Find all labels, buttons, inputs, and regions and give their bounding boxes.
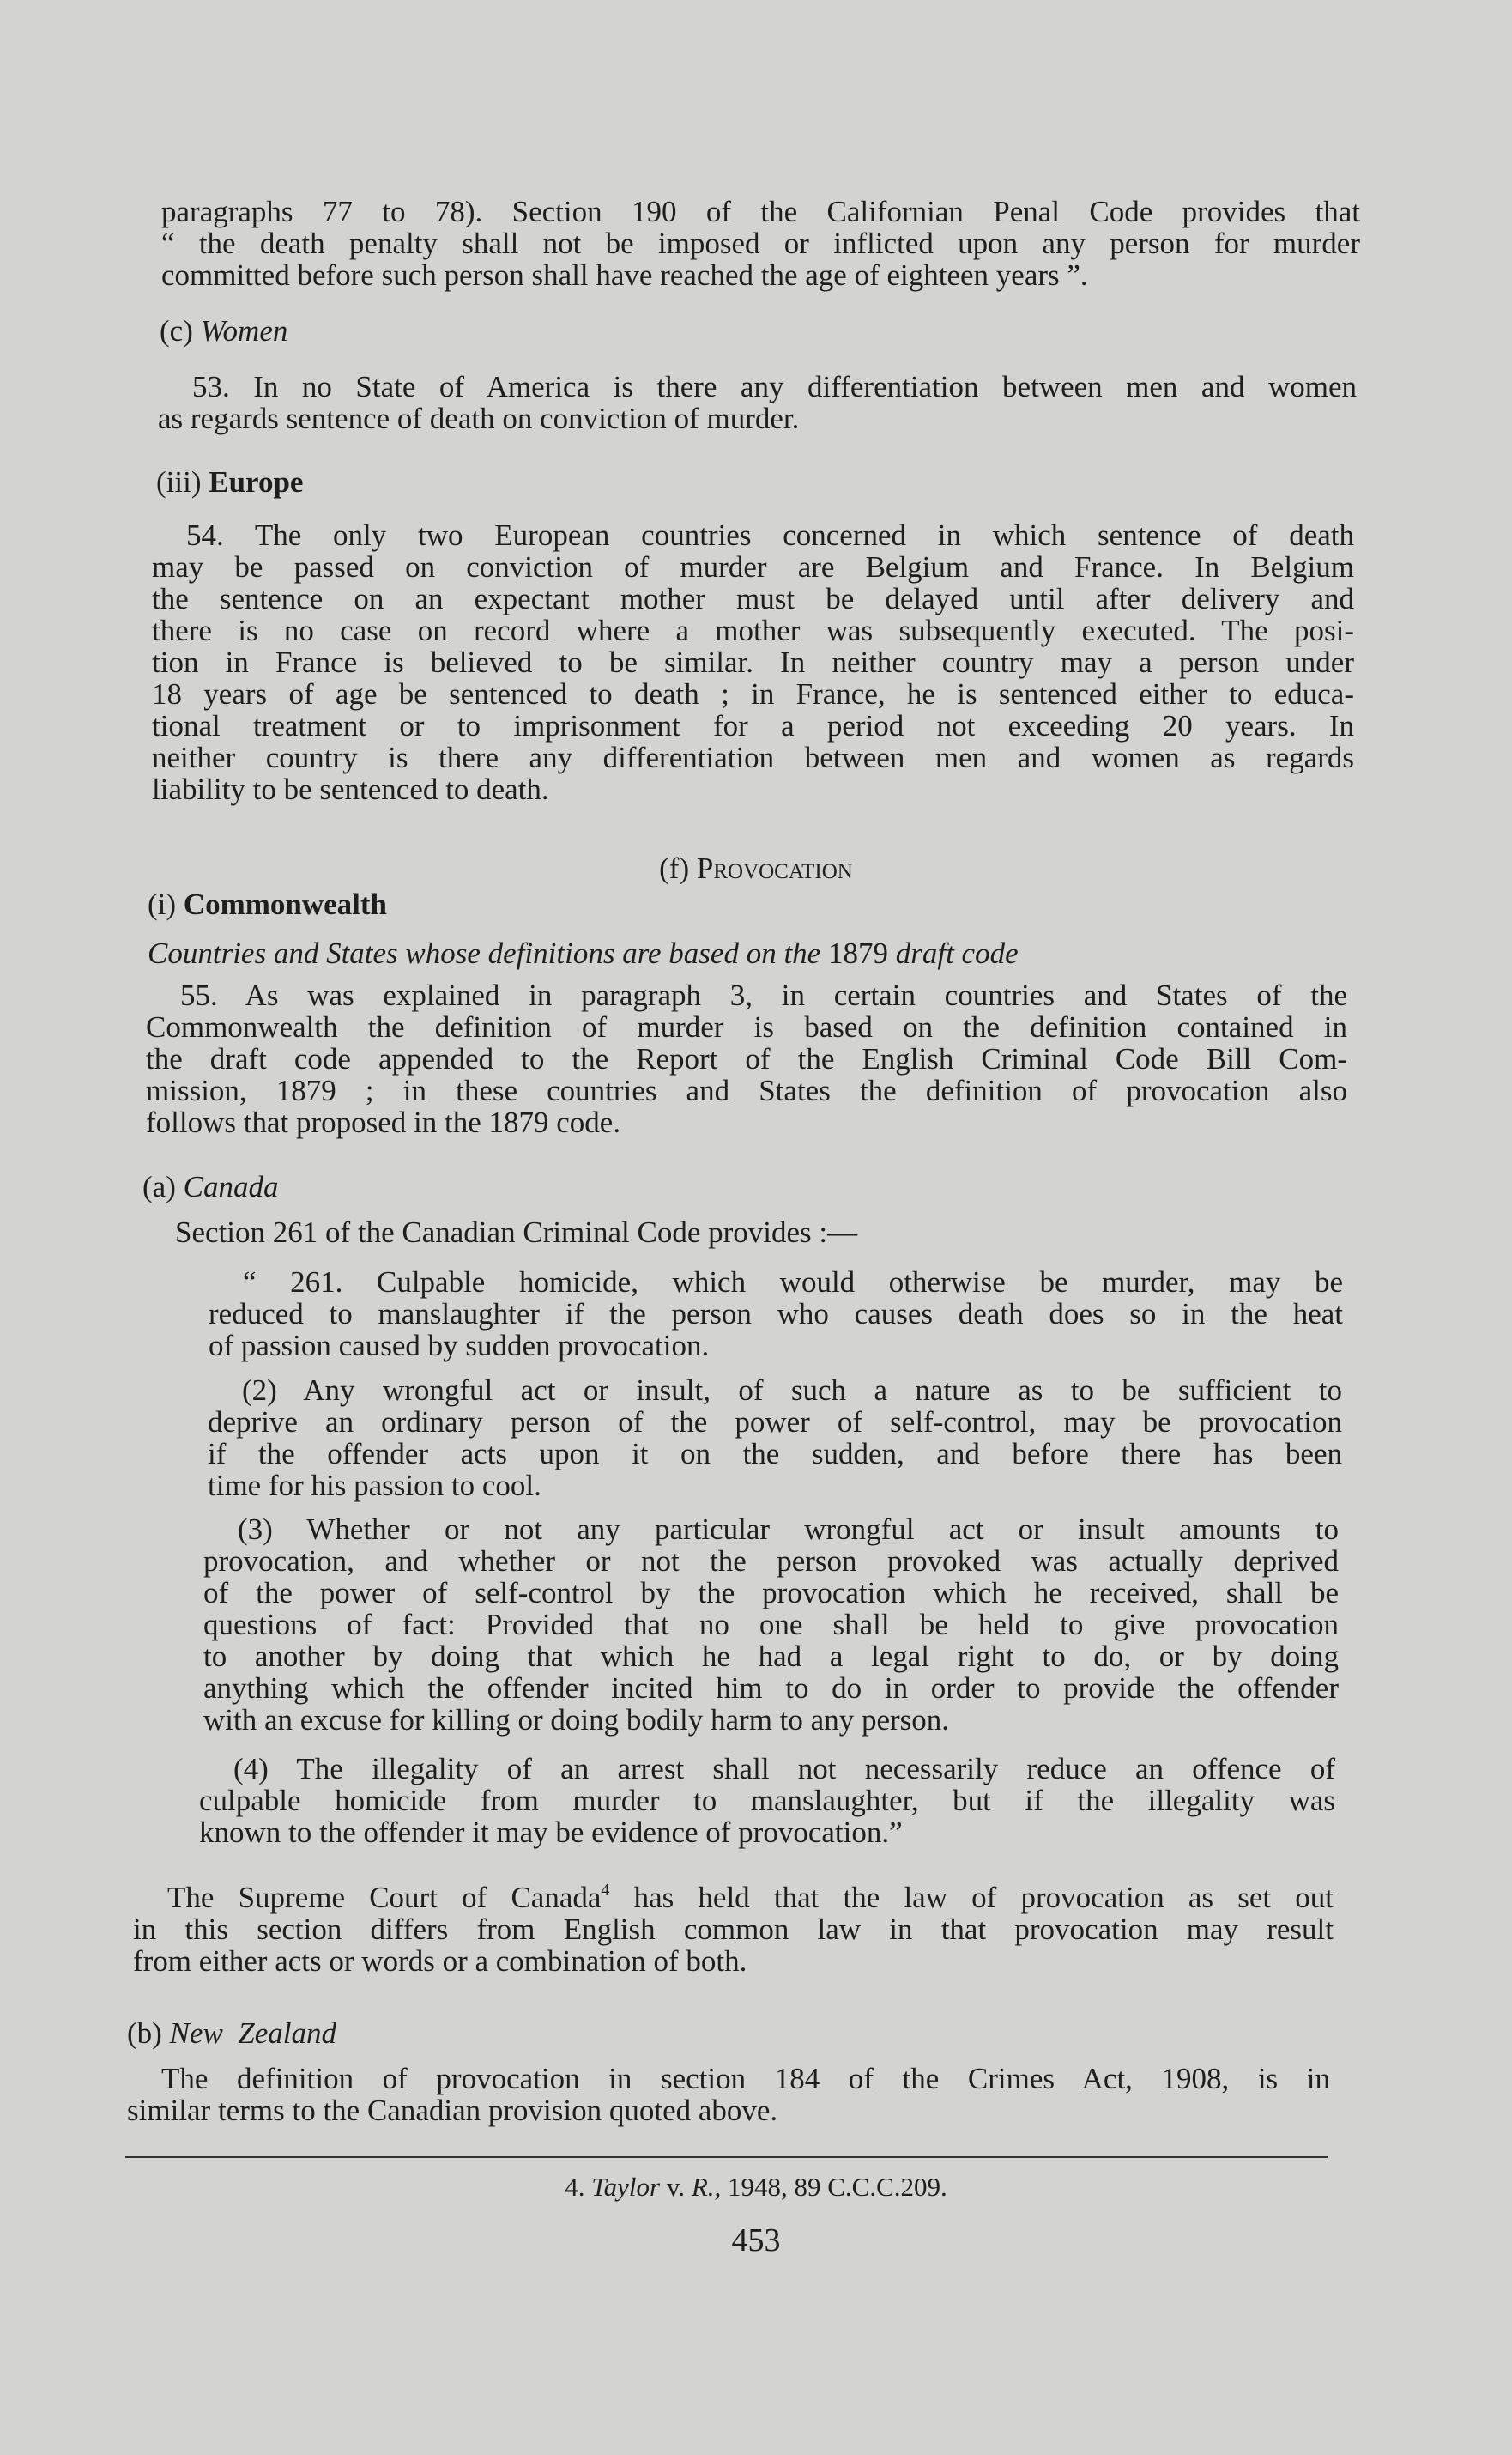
text-line: (3) Whether or not any particular wrongful act or insult amounts to <box>238 1512 1339 1546</box>
text-line: as regards sentence of death on conviction of murder. <box>158 402 800 435</box>
quote-paragraph-3 <box>203 1513 1339 1736</box>
heading-number: (i) <box>148 888 177 921</box>
footnote-citation: 1948, 89 C.C.C.209. <box>728 2172 947 2202</box>
text-line: The definition of provocation in section 184 of the Crimes Act, 1908, is in <box>161 2062 1330 2095</box>
text-line: liability to be sentenced to death. <box>152 773 549 806</box>
text-line: may be passed on conviction of murder are Belgium and France. In Belgium <box>152 550 1354 584</box>
heading-label: Canada <box>183 1170 279 1203</box>
text-line: Commonwealth the definition of murder is based on the definition contained in <box>146 1010 1347 1044</box>
text-line: similar terms to the Canadian provision quoted above. <box>127 2094 778 2127</box>
footnote-v: v. <box>666 2172 686 2202</box>
heading-number: (c) <box>160 314 193 348</box>
text-line: follows that proposed in the 1879 code. <box>146 1106 621 1139</box>
text-line: (2) Any wrongful act or insult, of such a nature as to be sufficient to <box>242 1373 1342 1407</box>
text-line: 55. As was explained in paragraph 3, in certain countries and States of the <box>180 979 1347 1012</box>
subheading-countries <box>148 937 1019 969</box>
text-line: “ 261. Culpable homicide, which would otherwise be murder, may be <box>243 1265 1343 1299</box>
footnote-reference: 4 <box>601 1881 610 1900</box>
text-line: paragraphs 77 to 78). Section 190 of the Californian Penal Code provides that <box>161 195 1360 228</box>
heading-number: (a) <box>142 1170 176 1203</box>
text-line: tional treatment or to imprisonment for a period not exceeding 20 years. In <box>152 709 1354 743</box>
page-number: 453 <box>731 2222 781 2258</box>
footnote <box>0 2172 1512 2203</box>
text-line: “ the death penalty shall not be imposed or inflicted upon any person for murder <box>161 227 1360 260</box>
text-line: in this section differs from English common law in that provocation may result <box>133 1912 1334 1946</box>
footnote-case: Taylor <box>591 2172 661 2202</box>
text-line: questions of fact: Provided that no one shall be held to give provocation <box>203 1608 1339 1641</box>
text-line: from either acts or words or a combination of both. <box>133 1944 747 1978</box>
text-line: the sentence on an expectant mother must be delayed until after delivery and <box>152 582 1354 615</box>
heading-label: Commonwealth <box>183 888 388 921</box>
text-segment: has held that the law of provocation as set out <box>609 1881 1334 1914</box>
text-line: known to the offender it may be evidence of provocation.” <box>199 1815 903 1849</box>
heading-women <box>160 315 287 347</box>
text-line: neither country is there any differentiation between men and women as regards <box>152 741 1354 774</box>
paragraph-55 <box>146 979 1347 1138</box>
heading-canada <box>142 1171 278 1203</box>
text-line: mission, 1879 ; in these countries and States the definition of provocation also <box>146 1074 1347 1107</box>
text-line: 18 years of age be sentenced to death ; in France, he is sentenced either to educa- <box>152 677 1354 711</box>
text-line: committed before such person shall have reached the age of eighteen years ”. <box>161 258 1088 292</box>
text-line: culpable homicide from murder to manslaughter, but if the illegality was <box>199 1784 1335 1817</box>
text-line: 54. The only two European countries concerned in which sentence of death <box>186 518 1354 552</box>
quote-paragraph-2 <box>208 1374 1342 1501</box>
heading-europe <box>156 466 303 498</box>
paragraph-53 <box>158 371 1357 434</box>
text-line: reduced to manslaughter if the person who causes death does so in the heat <box>209 1297 1343 1331</box>
footnote-divider <box>125 2156 1328 2158</box>
section-261-intro: Section 261 of the Canadian Criminal Code provides :— <box>175 1215 858 1249</box>
text-line: to another by doing that which he had a legal right to do, or by doing <box>203 1640 1339 1673</box>
text-line: of passion caused by sudden provocation. <box>209 1329 710 1362</box>
heading-label: Women <box>200 314 288 348</box>
subheading-year: 1879 <box>827 937 888 970</box>
text-line: 53. In no State of America is there any differentiation between men and women <box>192 370 1357 403</box>
subheading-text-end: draft code <box>895 937 1019 970</box>
quote-paragraph-4 <box>199 1753 1335 1848</box>
heading-label: Provocation <box>696 852 853 885</box>
paragraph-54 <box>152 520 1354 806</box>
text-line: time for his passion to cool. <box>208 1469 541 1502</box>
paragraph-supreme-court <box>133 1882 1334 1977</box>
text-line: if the offender acts upon it on the sudden, and before there has been <box>208 1437 1342 1470</box>
heading-new-zealand <box>127 2017 336 2049</box>
text-line: there is no case on record where a mother was subsequently executed. The posi- <box>152 614 1354 647</box>
paragraph-continuation <box>161 196 1360 291</box>
text-line: the draft code appended to the Report of the English Criminal Code Bill Com- <box>146 1042 1347 1076</box>
heading-label: New Zealand <box>169 2016 337 2050</box>
paragraph-new-zealand <box>127 2063 1330 2126</box>
text-line: (4) The illegality of an arrest shall not necessarily reduce an offence of <box>233 1752 1335 1785</box>
heading-label: Europe <box>209 465 304 499</box>
heading-commonwealth <box>148 888 387 920</box>
text-line: with an excuse for killing or doing bodily harm to any person. <box>203 1703 950 1737</box>
heading-number: (f) <box>659 852 690 885</box>
text-line: of the power of self-control by the provocation which he received, shall be <box>203 1576 1339 1609</box>
text-line: provocation, and whether or not the person provoked was actually deprived <box>203 1544 1339 1578</box>
heading-number: (iii) <box>156 465 202 499</box>
footnote-r: R., <box>691 2172 722 2202</box>
text-line: deprive an ordinary person of the power of self-control, may be provocation <box>208 1405 1342 1439</box>
text-line: anything which the offender incited him to do in order to provide the offender <box>203 1671 1339 1705</box>
text-line: tion in France is believed to be similar. In neither country may a person under <box>152 646 1354 679</box>
paragraph-rest <box>133 1913 1334 1977</box>
footnote-number: 4. <box>565 2172 585 2202</box>
quote-paragraph-1 <box>209 1266 1343 1361</box>
text-line <box>133 1882 1334 1913</box>
subheading-text: Countries and States whose definitions are based on the <box>148 937 821 970</box>
heading-number: (b) <box>127 2016 162 2050</box>
heading-provocation <box>0 852 1512 884</box>
text-segment: The Supreme Court of Canada <box>167 1881 602 1914</box>
